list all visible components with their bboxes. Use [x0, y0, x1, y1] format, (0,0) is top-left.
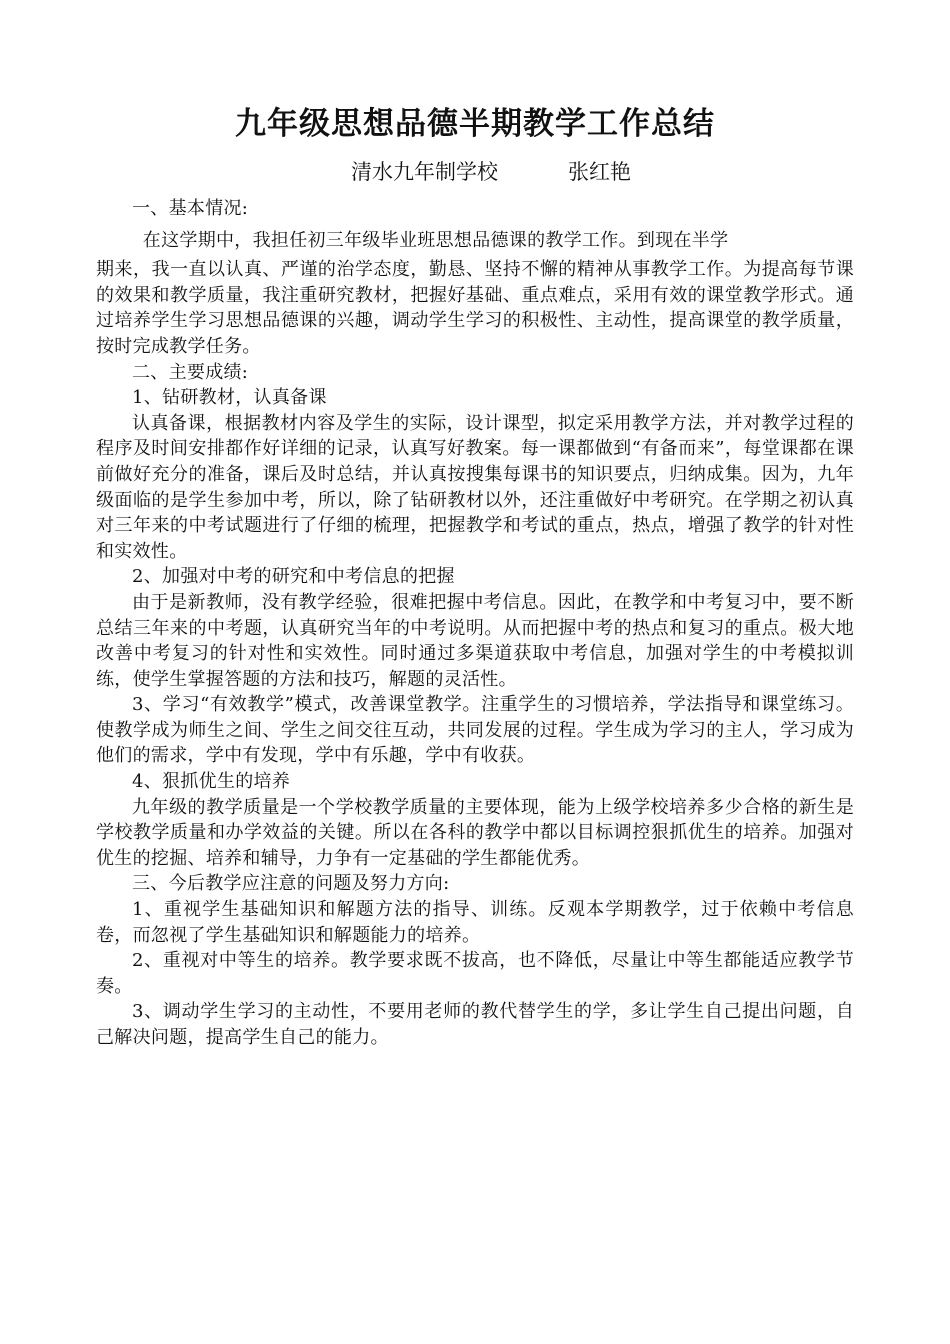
subsection-2-4-paragraph: 九年级的教学质量是一个学校教学质量的主要体现，能为上级学校培养多少合格的新生是学校教学质量和办学效益的关键。所以在各科的教学中都以目标调控狠抓优生的培养。加强对优生的挖掘、培养和辅导，力争有一定基础的学生都能优秀。: [96, 796, 854, 869]
item-3-2-paragraph: 2、重视对中等生的培养。教学要求既不拔高，也不降低，尽量让中等生都能适应教学节奏。: [96, 950, 854, 997]
subsection-2-4-heading: 4、狠抓优生的培养: [132, 771, 291, 793]
school-name: 清水九年制学校: [351, 160, 498, 184]
subsection-2-2-heading: 2、加强对中考的研究和中考信息的把握: [132, 566, 455, 588]
item-3-3-paragraph: 3、调动学生学习的主动性，不要用老师的教代替学生的学，多让学生自己提出问题，自己解决问题，提高学生自己的能力。: [96, 1001, 854, 1048]
author-name: 张红艳: [568, 160, 631, 184]
section-2-heading: 二、主要成绩:: [132, 361, 249, 383]
document-title: 九年级思想品德半期教学工作总结: [235, 106, 715, 142]
section-3-heading: 三、今后教学应注意的问题及努力方向:: [132, 873, 450, 895]
document-page: [96, 96, 854, 1051]
author-byline: [96, 152, 854, 192]
subsection-2-1-paragraph: 认真备课，根据教材内容及学生的实际，设计课型，拟定采用教学方法，并对教学过程的程序及时间安排都作好详细的记录，认真写好教案。每一课都做到“有备而来”，每堂课都在课前做好充分的准备，课后及时总结，并认真按搜集每课书的知识要点，归纳成集。因为，九年级面临的是学生参加中考，所以，除了钻研教材以外，还注重做好中考研究。在学期之初认真对三年来的中考试题进行了仔细的梳理，把握教学和考试的重点，热点，增强了教学的针对性和实效性。: [96, 412, 854, 562]
section-1-paragraph-line1: 在这学期中，我担任初三年级毕业班思想品德课的教学工作。到现在半学: [142, 229, 729, 251]
item-3-1-paragraph: 1、重视学生基础知识和解题方法的指导、训练。反观本学期教学，过于依赖中考信息卷，而忽视了学生基础知识和解题能力的培养。: [96, 899, 854, 946]
section-1-heading: 一、基本情况:: [132, 198, 249, 219]
subsection-2-2-paragraph: 由于是新教师，没有教学经验，很难把握中考信息。因此，在教学和中考复习中，要不断总结三年来的中考题，认真研究当年的中考说明。从而把握中考的热点和复习的重点。极大地改善中考复习的针对性和实效性。同时通过多渠道获取中考信息，加强对学生的中考模拟训练，使学生掌握答题的方法和技巧，解题的灵活性。: [96, 591, 854, 690]
section-1-paragraph: 期来，我一直以认真、严谨的治学态度，勤恳、坚持不懈的精神从事教学工作。为提高每节课的效果和教学质量，我注重研究教材，把握好基础、重点难点，采用有效的课堂教学形式。通过培养学生学习思想品德课的兴趣，调动学生学习的积极性、主动性，提高课堂的教学质量，按时完成教学任务。: [96, 259, 854, 357]
subsection-2-3-paragraph: 3、学习“有效教学”模式，改善课堂教学。注重学生的习惯培养，学法指导和课堂练习。使教学成为师生之间、学生之间交往互动，共同发展的过程。学生成为学习的主人，学习成为他们的需求，学中有发现，学中有乐趣，学中有收获。: [96, 694, 854, 767]
subsection-2-1-heading: 1、钻研教材，认真备课: [132, 387, 327, 409]
